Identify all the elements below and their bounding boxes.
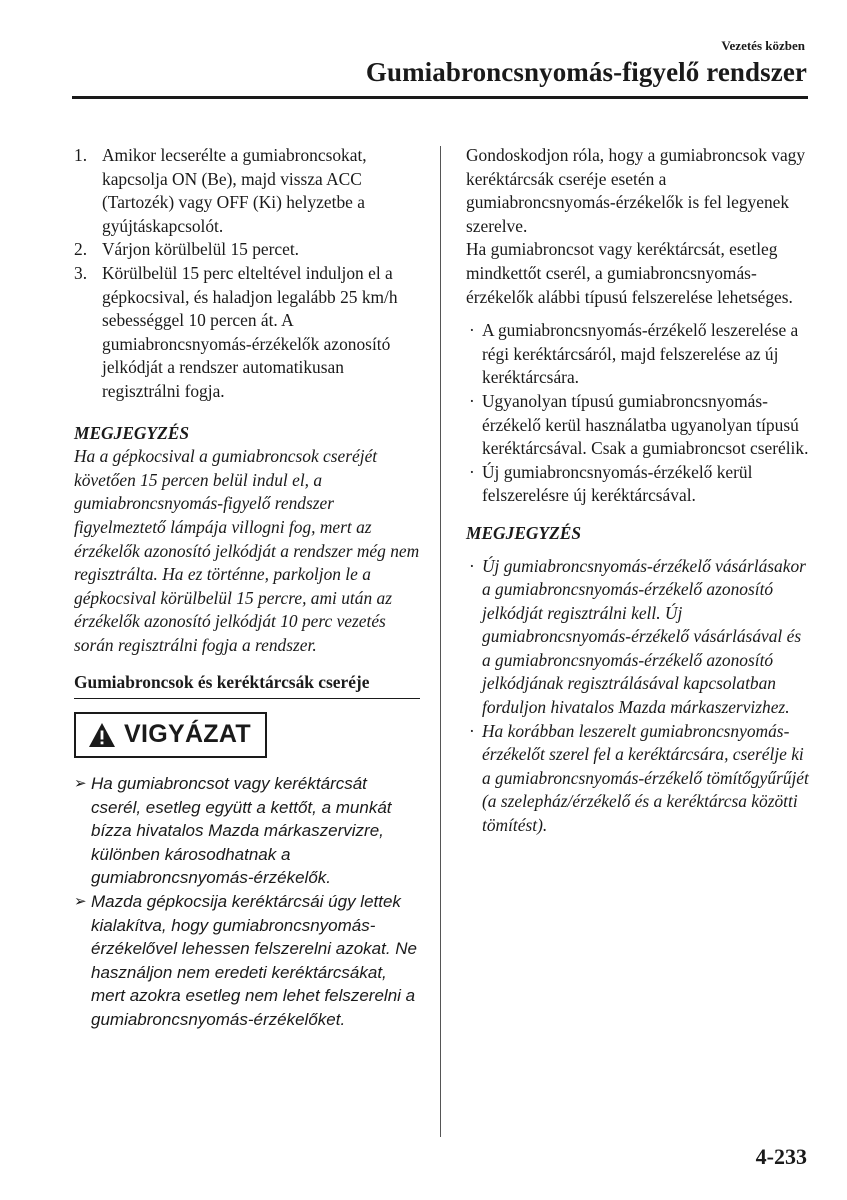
- step-text: Amikor lecserélte a gumiabroncsokat, kapcsolja ON (Be), majd vissza ACC (Tartozék) vagy OFF (Ki) helyzetbe a gyújtáskapcsolót.: [102, 145, 367, 236]
- list-item-text: Új gumiabroncsnyomás-érzékelő kerül felszerelésre új keréktárcsával.: [482, 461, 753, 506]
- list-item-text: Ugyanolyan típusú gumiabroncsnyomás-érzékelő kerül használatba ugyanolyan típusú keréktárcsával. Csak a gumiabroncsot cserélik.: [482, 390, 809, 459]
- list-item: [466, 461, 810, 508]
- note-list: [466, 555, 810, 838]
- warning-triangle-icon: [88, 722, 116, 748]
- step-text: Körülbelül 15 perc elteltével induljon el a gépkocsival, és haladjon legalább 25 km/h sebességgel 10 percen át. A gumiabroncsnyomás-érzékelők azonosító jelkódját a rendszer automatikusan regisztrálni fogja.: [102, 262, 398, 401]
- caution-box: [74, 712, 267, 758]
- subsection-heading: Gumiabroncsok és keréktárcsák cseréje: [74, 671, 420, 699]
- right-column: [466, 144, 810, 838]
- note-body: Ha a gépkocsival a gumiabroncsok cseréjét követően 15 percen belül indul el, a gumiabroncsnyomás-figyelő rendszer figyelmeztető lámpája villogni fog, mert az érzékelők azonosító jelkódját a rendszer még nem regisztrálta. Ha ez történne, parkoljon le a gépkocsival körülbelül 15 percre, ami után az érzékelők azonosító jelkódját 10 perc vezetés során regisztrálni fogja a rendszer.: [74, 446, 420, 655]
- list-item: [466, 390, 810, 461]
- note-title: MEGJEGYZÉS: [466, 522, 581, 543]
- steps-list: [74, 144, 420, 404]
- note-title: MEGJEGYZÉS: [74, 422, 189, 443]
- title-rule: [72, 96, 808, 99]
- bullet-dot: ·: [469, 720, 475, 741]
- arrow-bullet-icon: ➢: [74, 893, 87, 911]
- caution-text: Mazda gépkocsija keréktárcsái úgy lettek kialakítva, hogy gumiabroncsnyomás-érzékelővel lehessen felszerelni azokat. Ne használjon nem eredeti keréktárcsákat, mert azokra esetleg nem lehet felszerelni a gumiabroncsnyomás-érzékelőket.: [91, 892, 418, 1029]
- replacement-options-list: [466, 319, 810, 508]
- list-item: [466, 555, 810, 720]
- list-item-text: Ha korábban leszerelt gumiabroncsnyomás-érzékelőt szerel fel a keréktárcsára, cserélje ki a gumiabroncsnyomás-érzékelő tömítőgyűrűjét (a szelepház/érzékelő és a keréktárcsa közötti tömítést).: [482, 720, 809, 836]
- left-column: [74, 144, 420, 1032]
- step-item: [74, 238, 420, 262]
- step-item: [74, 262, 420, 404]
- step-number: 2.: [74, 239, 88, 260]
- list-item-text: Új gumiabroncsnyomás-érzékelő vásárlásakor a gumiabroncsnyomás-érzékelő azonosító jelkódját regisztrálni kell. Új gumiabroncsnyomás-érzékelő vásárlásával és a gumiabroncsnyomás-érzékelő azonosító jelkódjának regisztrálásával kapcsolatban forduljon hivatalos Mazda márkaszervizhez.: [482, 555, 806, 718]
- caution-item: [74, 890, 420, 1032]
- caution-list: [74, 772, 420, 1032]
- page-title: Gumiabroncsnyomás-figyelő rendszer: [365, 57, 807, 87]
- section-label: Vezetés közben: [721, 38, 805, 53]
- step-text: Várjon körülbelül 15 percet.: [102, 239, 300, 260]
- page-number: 4-233: [755, 1144, 807, 1169]
- bullet-dot: ·: [469, 320, 475, 341]
- step-number: 3.: [74, 262, 88, 283]
- caution-text: Ha gumiabroncsot vagy keréktárcsát cserél, esetleg együtt a kettőt, a munkát bízza hivatalos Mazda márkaszervizre, különben károsodhatnak a gumiabroncsnyomás-érzékelők.: [91, 774, 392, 888]
- list-item: [466, 720, 810, 838]
- bullet-dot: ·: [469, 461, 475, 482]
- bullet-dot: ·: [469, 390, 475, 411]
- paragraph: Ha gumiabroncsot vagy keréktárcsát, esetleg mindkettőt cserél, a gumiabroncsnyomás-érzékelők alábbi típusú felszerelése lehetséges.: [466, 239, 793, 307]
- bullet-dot: ·: [469, 555, 475, 576]
- paragraph: Gondoskodjon róla, hogy a gumiabroncsok vagy keréktárcsák cseréje esetén a gumiabroncsnyomás-érzékelők is fel legyenek szerelve.: [466, 145, 806, 236]
- list-item: [466, 319, 810, 390]
- column-divider: [440, 146, 441, 1137]
- step-number: 1.: [74, 145, 88, 165]
- step-item: [74, 144, 420, 238]
- arrow-bullet-icon: ➢: [74, 775, 87, 793]
- list-item-text: A gumiabroncsnyomás-érzékelő leszerelése a régi keréktárcsáról, majd felszerelése az új keréktárcsára.: [482, 320, 799, 388]
- caution-label: VIGYÁZAT: [124, 720, 251, 749]
- caution-item: [74, 772, 420, 890]
